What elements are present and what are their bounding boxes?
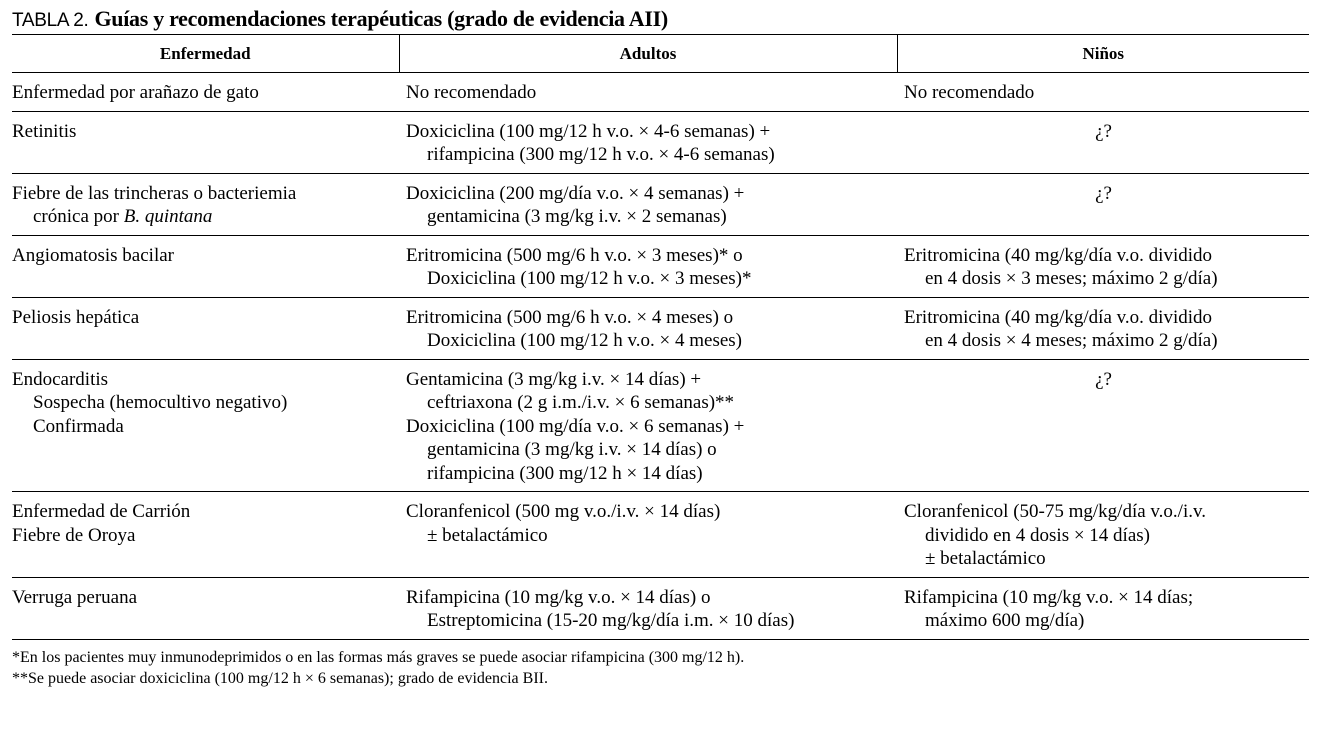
table-caption	[12, 4, 1309, 34]
children-line: ¿?	[1095, 120, 1112, 142]
species-name: B. quintana	[123, 206, 213, 227]
adults-line: Doxiciclina (100 mg/12 h v.o. × 4 meses)	[427, 330, 743, 351]
adults-cell	[399, 297, 897, 359]
adults-cell	[399, 577, 897, 639]
adults-line: gentamicina (3 mg/kg i.v. × 2 semanas)	[427, 206, 727, 227]
adults-line: Doxiciclina (100 mg/12 h v.o. × 3 meses)*	[427, 268, 752, 289]
adults-cell	[399, 492, 897, 578]
adults-cell	[399, 111, 897, 173]
adults-cell	[399, 359, 897, 492]
children-cell	[897, 235, 1309, 297]
disease-line: Enfermedad por arañazo de gato	[12, 82, 259, 103]
disease-line	[12, 205, 393, 229]
adults-line: Doxiciclina (100 mg/día v.o. × 6 semanas) +	[406, 415, 745, 437]
table-row	[12, 492, 1309, 578]
children-cell	[897, 173, 1309, 235]
adults-line: gentamicina (3 mg/kg i.v. × 14 días) o	[427, 439, 717, 460]
disease-line: Confirmada	[33, 415, 124, 437]
adults-line: rifampicina (300 mg/12 h × 14 días)	[427, 462, 703, 484]
children-cell	[897, 577, 1309, 639]
children-line: ± betalactámico	[925, 548, 1046, 569]
disease-cell	[12, 111, 399, 173]
table-row	[12, 111, 1309, 173]
disease-cell	[12, 577, 399, 639]
adults-line: Cloranfenicol (500 mg v.o./i.v. × 14 días)	[406, 501, 721, 522]
children-line: Eritromicina (40 mg/kg/día v.o. dividido	[904, 244, 1212, 266]
adults-line: ± betalactámico	[427, 524, 548, 546]
table-row	[12, 297, 1309, 359]
adults-line: Doxiciclina (100 mg/12 h v.o. × 4-6 semanas) +	[406, 120, 771, 142]
disease-cell	[12, 297, 399, 359]
disease-line: Enfermedad de Carrión	[12, 501, 191, 522]
children-cell	[897, 359, 1309, 492]
table-row	[12, 359, 1309, 492]
children-line: Cloranfenicol (50-75 mg/kg/día v.o./i.v.	[904, 501, 1207, 522]
disease-cell	[12, 173, 399, 235]
children-cell	[897, 492, 1309, 578]
disease-line: Fiebre de las trincheras o bacteriemia	[12, 182, 297, 204]
children-line: dividido en 4 dosis × 14 días)	[925, 524, 1150, 546]
adults-line: Estreptomicina (15-20 mg/kg/día i.m. × 10 días)	[427, 610, 795, 631]
children-line: en 4 dosis × 3 meses; máximo 2 g/día)	[925, 268, 1218, 289]
adults-cell	[399, 73, 897, 112]
disease-line: Sospecha (hemocultivo negativo)	[33, 392, 288, 413]
children-line: No recomendado	[904, 82, 1035, 103]
adults-line: rifampicina (300 mg/12 h v.o. × 4-6 semanas)	[427, 144, 775, 165]
adults-line: ceftriaxona (2 g i.m./i.v. × 6 semanas)**	[427, 392, 735, 413]
children-line: Eritromicina (40 mg/kg/día v.o. dividido	[904, 306, 1212, 328]
disease-line: Verruga peruana	[12, 586, 138, 608]
adults-line: No recomendado	[406, 82, 537, 103]
disease-line: Angiomatosis bacilar	[12, 244, 174, 266]
footnotes	[12, 647, 1309, 689]
disease-cell	[12, 359, 399, 492]
children-line: Rifampicina (10 mg/kg v.o. × 14 días;	[904, 586, 1194, 608]
children-line: ¿?	[1095, 182, 1112, 204]
table-row	[12, 235, 1309, 297]
children-line: máximo 600 mg/día)	[925, 610, 1085, 631]
disease-line: Retinitis	[12, 120, 77, 142]
header-row	[12, 35, 1309, 73]
adults-line: Rifampicina (10 mg/kg v.o. × 14 días) o	[406, 586, 711, 608]
column-header-disease: Enfermedad	[12, 35, 399, 73]
children-line: en 4 dosis × 4 meses; máximo 2 g/día)	[925, 330, 1218, 351]
footnote-1: *En los pacientes muy inmunodeprimidos o en las formas más graves se puede asociar rifampicina (300 mg/12 h).	[12, 648, 745, 666]
adults-line: Gentamicina (3 mg/kg i.v. × 14 días) +	[406, 368, 702, 390]
adults-cell	[399, 173, 897, 235]
adults-line: Eritromicina (500 mg/6 h v.o. × 4 meses) o	[406, 306, 734, 328]
disease-cell	[12, 73, 399, 112]
children-line: ¿?	[1095, 368, 1112, 390]
table-row	[12, 577, 1309, 639]
table-row	[12, 73, 1309, 112]
disease-cell	[12, 235, 399, 297]
children-cell	[897, 111, 1309, 173]
table-row	[12, 173, 1309, 235]
adults-line: Eritromicina (500 mg/6 h v.o. × 3 meses)* o	[406, 244, 743, 266]
table-container	[12, 4, 1309, 689]
disease-cell	[12, 492, 399, 578]
column-header-children: Niños	[897, 35, 1309, 73]
adults-cell	[399, 235, 897, 297]
disease-line: Peliosis hepática	[12, 306, 140, 328]
treatment-table	[12, 34, 1309, 640]
disease-line: Fiebre de Oroya	[12, 524, 136, 546]
disease-text: crónica por	[33, 206, 124, 227]
disease-line: Endocarditis	[12, 368, 109, 390]
footnote-2: **Se puede asociar doxiciclina (100 mg/12 h × 6 semanas); grado de evidencia BII.	[12, 669, 548, 687]
children-cell	[897, 73, 1309, 112]
children-cell	[897, 297, 1309, 359]
adults-line: Doxiciclina (200 mg/día v.o. × 4 semanas) +	[406, 182, 745, 204]
table-title: Guías y recomendaciones terapéuticas (grado de evidencia AII)	[94, 6, 668, 31]
table-number: TABLA 2.	[12, 10, 89, 31]
column-header-adults: Adultos	[399, 35, 897, 73]
